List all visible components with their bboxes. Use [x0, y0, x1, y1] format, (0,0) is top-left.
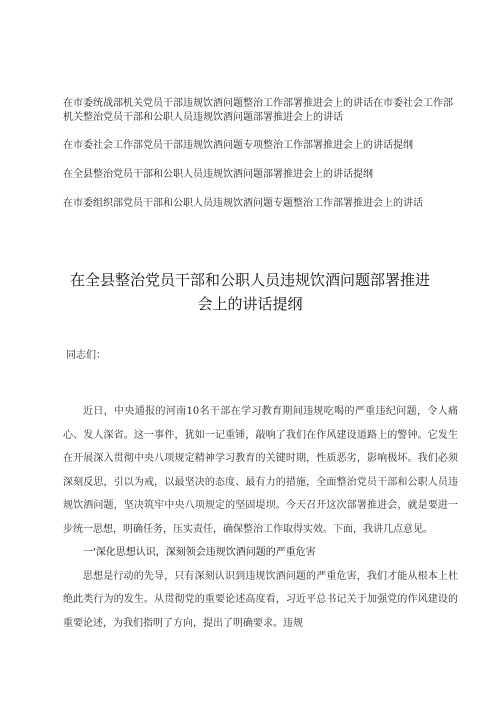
toc-item[interactable]: 在全县整治党员干部和公职人员违规饮酒问题部署推进会上的讲话提纲: [63, 169, 373, 180]
body-paragraph: 近日，中央通报的河南10名干部在学习教育期间违规吃喝的严重违纪问题，令人痛心、发人深省。这一事件，犹如一记重锤，敲响了我们在作风建设道路上的警钟。它发生在开展深入贯彻中央八项规定精神学习教育的关键时期，性质恶劣，影响极坏。我们必须深刻反思，引以为戒，以最坚决的态度、最有力的措施，全面整治党员干部和公职人员违规饮酒问题，坚决筑牢中央八项规定的坚固堤坝。今天召开这次部署推进会，就是要进一步统一思想，明确任务，压实责任，确保整治工作取得实效。下面，我讲几点意见。: [63, 406, 458, 535]
document-title: [30, 268, 470, 316]
section-heading: 一'深化思想认识，深刻领会违规饮酒问题的严重危害: [83, 547, 316, 558]
toc-item[interactable]: 在市委统战部机关党员干部违规饮酒问题整治工作部署推进会上的讲话在市委社会工作部机关整治党员干部和公职人员违规饮酒问题部署推进会上的讲话: [63, 98, 453, 123]
body-paragraph: 思想是行动的先导，只有深刻认识到违规饮酒问题的严重危害，我们才能从根本上杜绝此类行为的发生。从贯彻党的重要论述高度看，习近平总书记关于加强党的作风建设的重要论述，为我们指明了方向，提出了明确要求。违规: [63, 570, 458, 629]
table-of-contents: [63, 97, 453, 226]
toc-item[interactable]: 在市委组织部党员干部和公职人员违规饮酒问题专题整治工作部署推进会上的讲话: [63, 198, 423, 209]
document-body: [63, 400, 458, 635]
toc-item[interactable]: 在市委社会工作部党员干部违规饮酒问题专项整治工作部署推进会上的讲话提纲: [63, 140, 413, 151]
document-title-line: 会上的讲话提纲: [197, 295, 303, 313]
greeting: 同志们：: [66, 350, 106, 361]
document-title-line: 在全县整治党员干部和公职人员违规饮酒问题部署推进: [69, 271, 430, 289]
